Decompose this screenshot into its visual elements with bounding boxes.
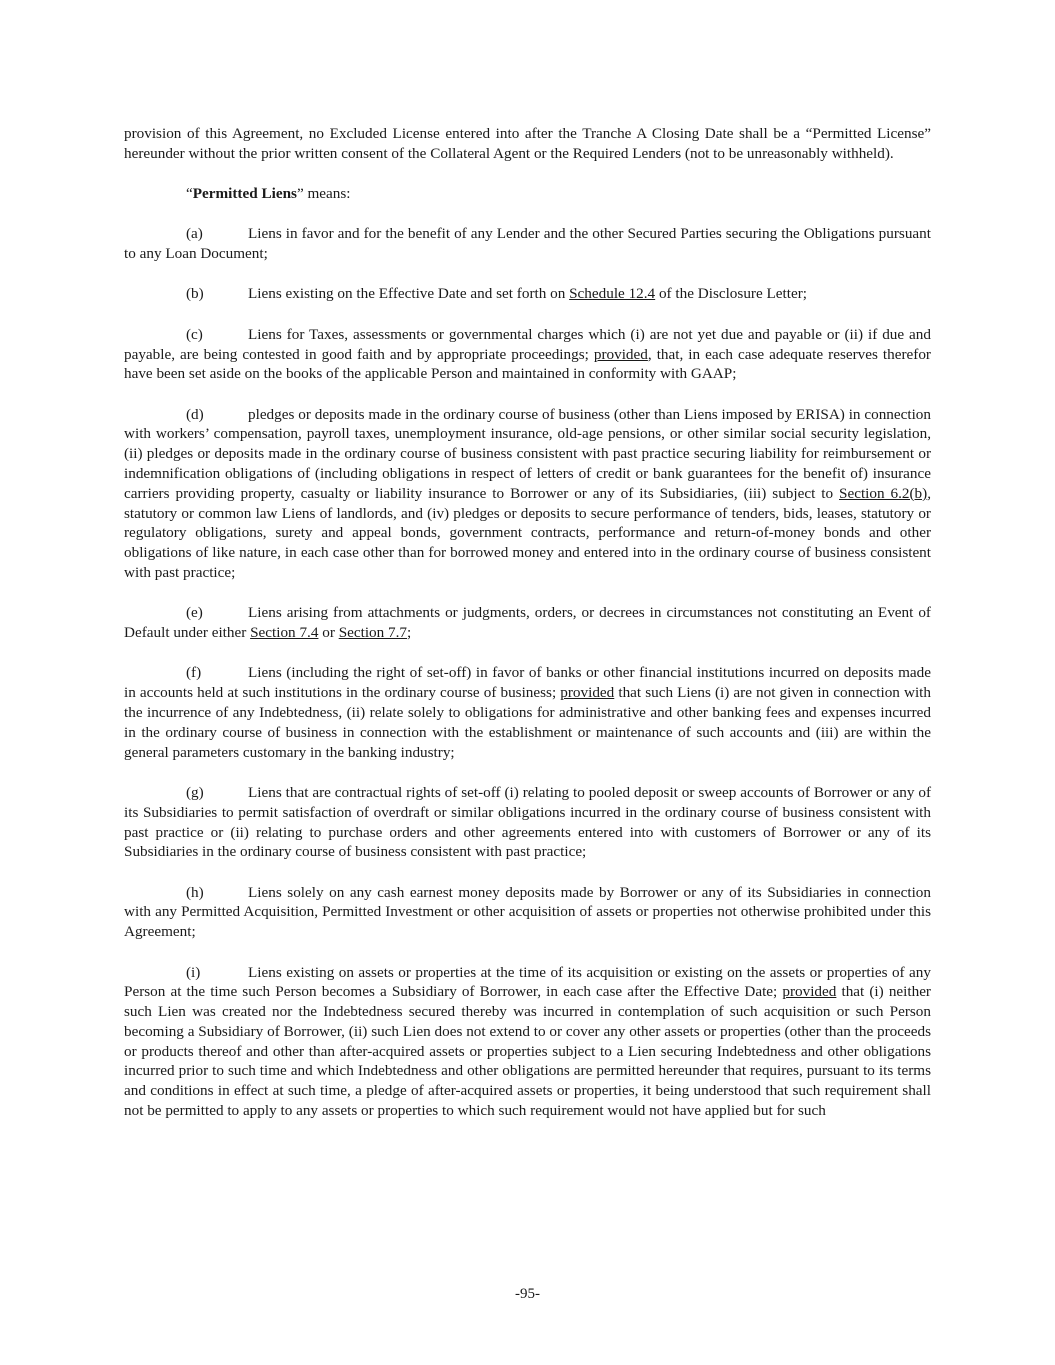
clause-g: [124, 783, 931, 862]
page-number: -95-: [515, 1286, 540, 1302]
clause-text: Liens (including the right of set-off) in favor of banks or other financial institutions incurred on deposits made in accounts held at such institutions in the ordinary course of business;: [124, 664, 931, 702]
clause-label: (g): [186, 783, 204, 801]
definition-term: Permitted Liens: [192, 185, 297, 203]
clause-text: or: [318, 624, 339, 642]
clause-e: [124, 603, 931, 643]
provided-term: provided: [560, 684, 615, 702]
clause-text: Liens existing on assets or properties at the time of its acquisition or existing on the assets or properties of any Person at the time such Person becomes a Subsidiary of Borrower, in each case after the Effective Date;: [124, 963, 931, 1001]
clause-text: Liens existing on the Effective Date and set forth on: [248, 285, 570, 303]
clause-label: (h): [186, 883, 204, 901]
clause-label: (c): [186, 325, 203, 343]
provided-term: provided: [593, 345, 648, 363]
clause-text: Liens arising from attachments or judgments, orders, or decrees in circumstances not constituting an Event of Default under either: [124, 604, 931, 642]
intro-paragraph: provision of this Agreement, no Excluded License entered into after the Tranche A Closing Date shall be a “Permitted License” hereunder without the prior written consent of the Collateral Agent or the Required Lenders (not to be unreasonably withheld).: [124, 125, 931, 162]
clause-text: Liens in favor and for the benefit of any Lender and the other Secured Parties securing the Obligations pursuant to any Loan Document;: [124, 225, 931, 263]
clause-label: (i): [186, 963, 201, 981]
provided-term: provided: [782, 983, 837, 1001]
clause-text: Liens solely on any cash earnest money deposits made by Borrower or any of its Subsidiaries in connection with any Permitted Acquisition, Permitted Investment or other acquisition of assets or properties not otherwise prohibited under this Agreement;: [124, 883, 931, 941]
clause-f: [124, 663, 931, 762]
clause-text: of the Disclosure Letter;: [655, 285, 807, 303]
clause-label: (b): [186, 285, 204, 303]
schedule-reference-link[interactable]: Schedule 12.4: [569, 285, 656, 303]
clause-label: (e): [186, 604, 203, 622]
clause-text: Liens for Taxes, assessments or governmental charges which (i) are not yet due and payable or (ii) if due and payable, are being contested in good faith and by appropriate proceedings;: [124, 325, 931, 363]
clause-b: [124, 284, 931, 304]
section-reference-link[interactable]: Section 7.7: [338, 624, 408, 642]
clause-text: that such Liens (i) are not given in connection with the incurrence of any Indebtedness, (ii) relate solely to obligations for administrative and other banking fees and expenses incurred in the ordinary course of business in connection with the establishment or maintenance of such accounts and (iii) are within the general parameters customary in the banking industry;: [124, 684, 931, 761]
clause-text: , statutory or common law Liens of landlords, and (iv) pledges or deposits to secure performance of tenders, bids, leases, statutory or regulatory obligations, surety and appeal bonds, government contracts, performance and return-of-money bonds and other obligations of like nature, in each case other than for borrowed money and entered into in the ordinary course of business consistent with past practice;: [124, 484, 932, 582]
section-reference-link[interactable]: Section 7.4: [250, 624, 319, 642]
clause-a: [124, 224, 931, 264]
clause-i: [124, 963, 931, 1121]
clause-c: [124, 325, 931, 384]
definition-open-quote: “: [186, 185, 193, 203]
definition-rest: ” means:: [296, 185, 351, 203]
clause-d: [124, 405, 931, 583]
clause-label: (f): [186, 664, 202, 682]
clause-text: pledges or deposits made in the ordinary course of business (other than Liens imposed by ERISA) in connection with workers’ compensation, payroll taxes, unemployment insurance, old-age pensions, or other similar social security legislation, (ii) pledges or deposits made in the ordinary course of business consistent with past practice securing liability for reimbursement or indemnification obligations of (including obligations in respect of letters of credit or bank guarantees for the benefit of) insurance carriers providing property, casualty or liability insurance to Borrower or any of its Subsidiaries, (iii) subject to: [124, 405, 931, 502]
clause-label: (a): [186, 225, 203, 243]
clause-text: Liens that are contractual rights of set-off (i) relating to pooled deposit or sweep accounts of Borrower or any of its Subsidiaries to permit satisfaction of overdraft or similar obligations incurred in the ordinary course of business consistent with past practice or (ii) relating to purchase orders and other agreements entered into with customers of Borrower or any of its Subsidiaries in the ordinary course of business consistent with past practice;: [124, 783, 931, 861]
section-reference-link[interactable]: Section 6.2(b): [839, 484, 928, 502]
clause-text: that (i) neither such Lien was created nor the Indebtedness secured thereby was incurred in contemplation of such acquisition or such Person becoming a Subsidiary of Borrower, (ii) such Lien does not extend to or cover any other assets or properties (other than the proceeds or products thereof and other than after-acquired assets or properties subject to a Lien securing Indebtedness and other obligations incurred prior to such time and which Indebtedness and other obligations are permitted hereunder that requires, pursuant to its terms and conditions in effect at such time, a pledge of after-acquired assets or properties, it being understood that such requirement shall not be permitted to apply to any assets or properties to which such requirement would not have applied but for such: [124, 983, 931, 1120]
definition-heading: [124, 184, 931, 204]
clause-text: , that, in each case adequate reserves therefor have been set aside on the books of the applicable Person and maintained in conformity with GAAP;: [124, 345, 931, 383]
document-page: [124, 124, 931, 1141]
clause-label: (d): [186, 405, 204, 423]
clause-h: [124, 883, 931, 942]
clause-text: ;: [407, 624, 412, 642]
